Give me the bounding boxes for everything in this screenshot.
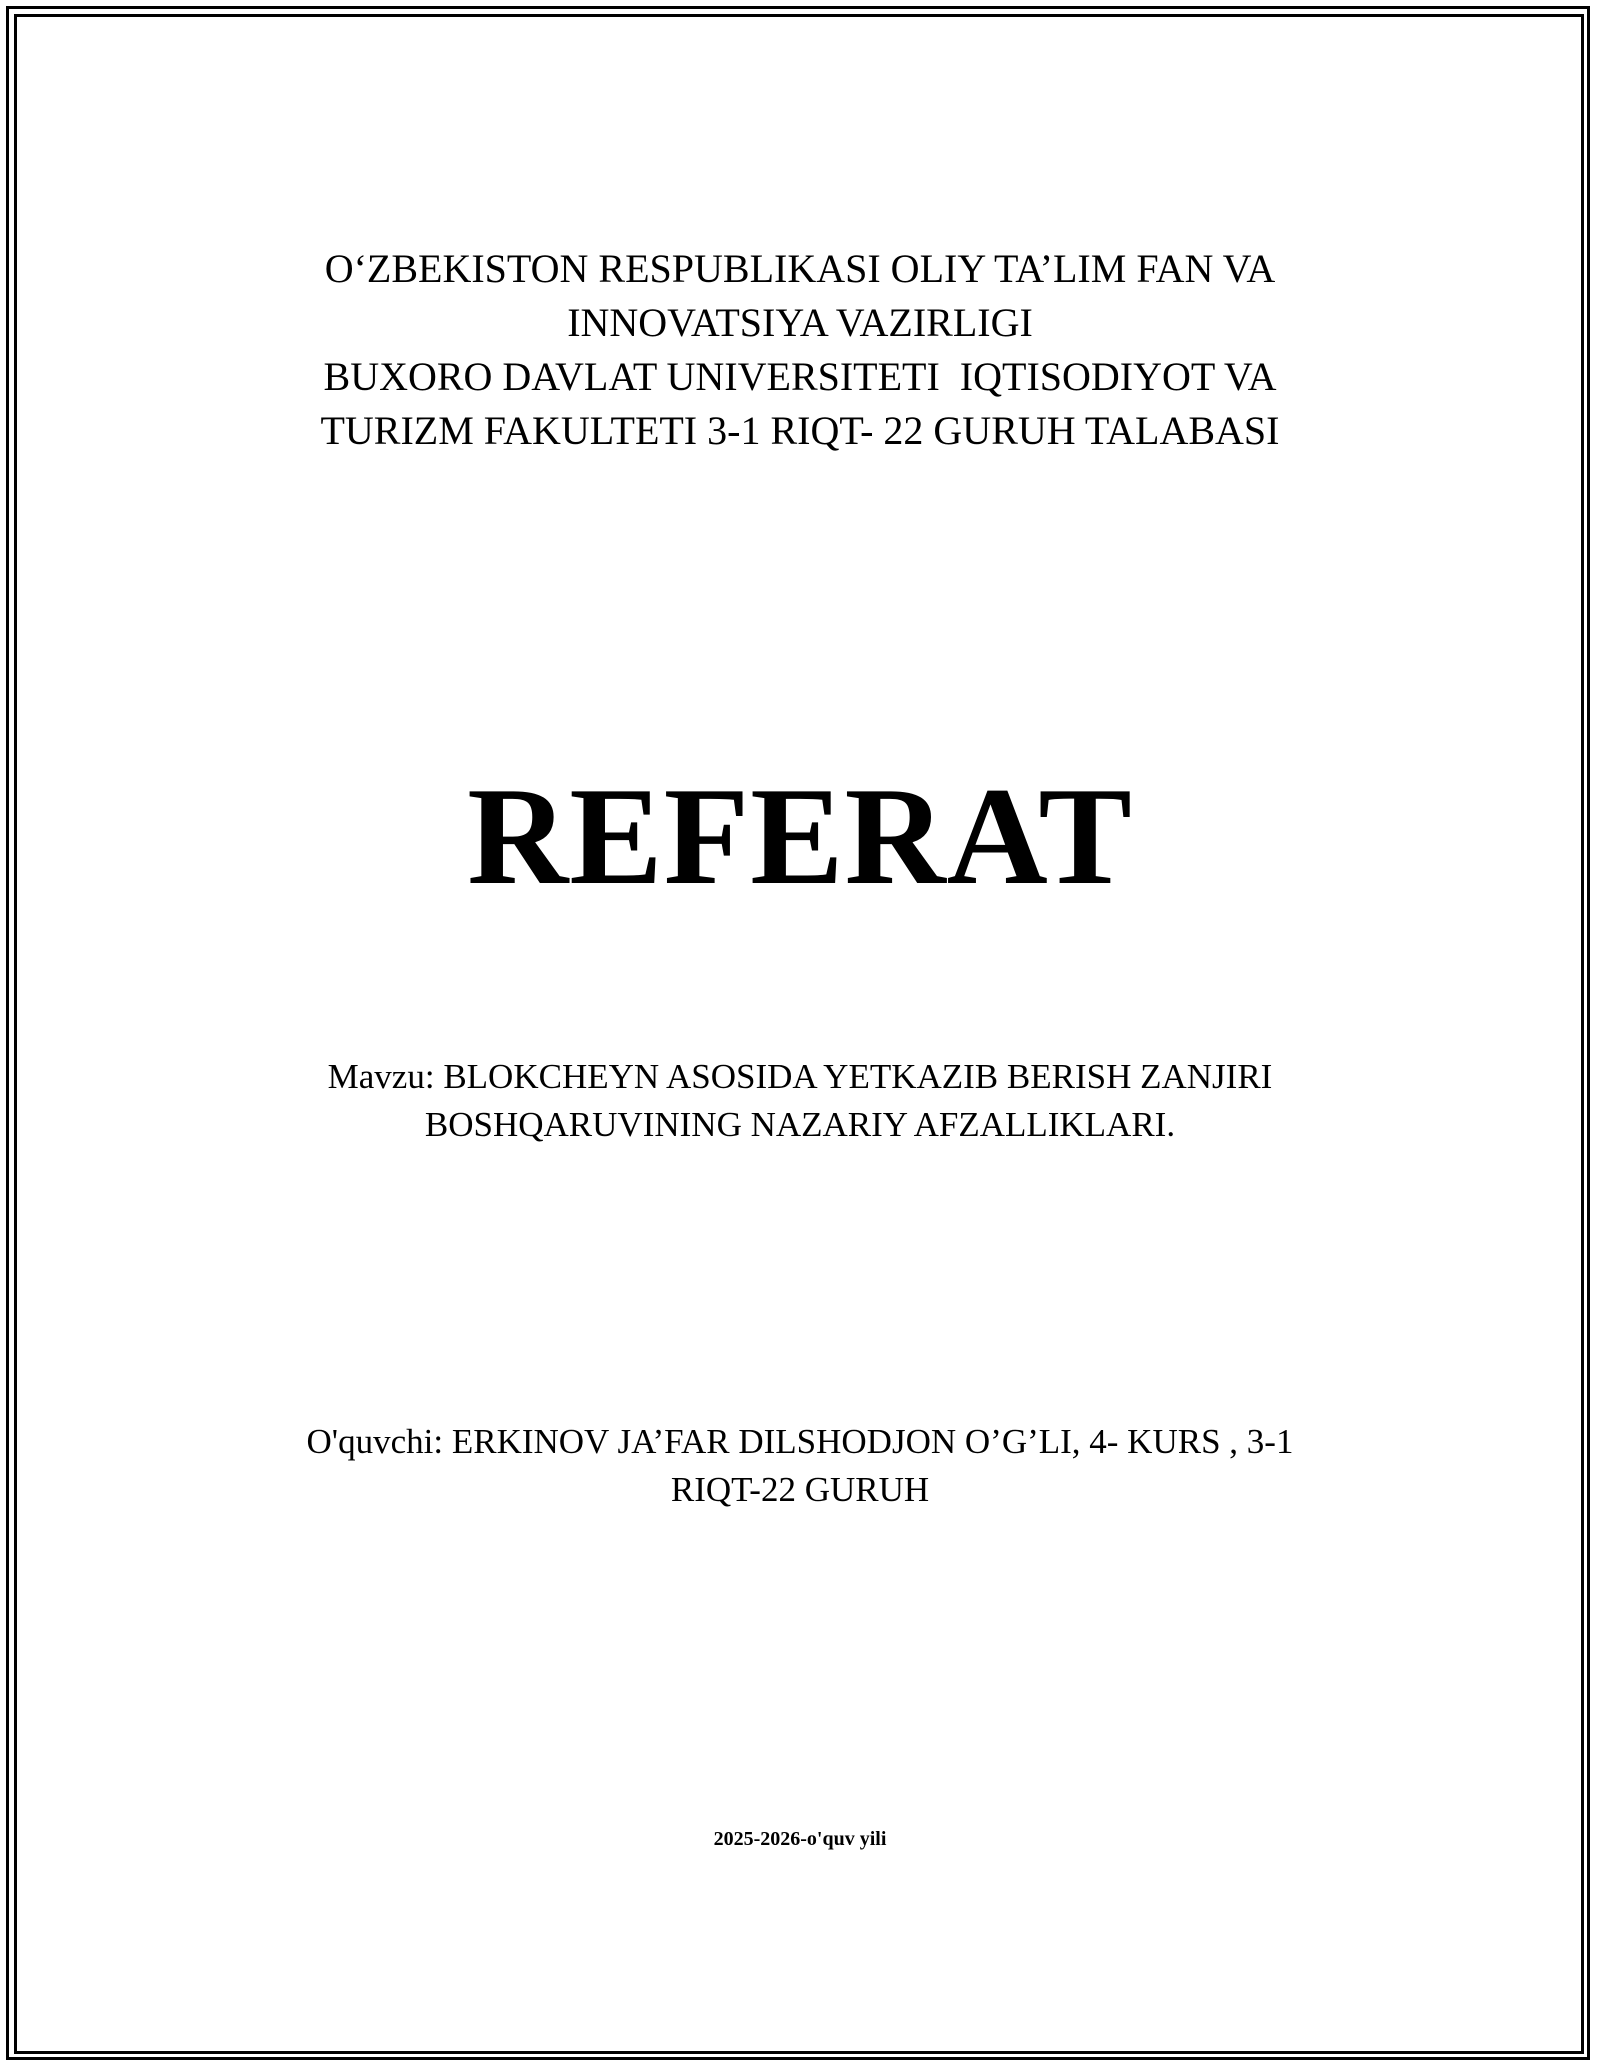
header-line: INNOVATSIYA VAZIRLIGI: [567, 300, 1033, 345]
student-line: O'quvchi: ERKINOV JA’FAR DILSHODJON O’G’LI, 4- KURS , 3-1: [306, 1422, 1294, 1461]
student-line: RIQT-22 GURUH: [670, 1470, 930, 1509]
document-title: REFERAT: [467, 759, 1133, 914]
institution-header: [0, 242, 1600, 458]
student-block: [0, 1418, 1600, 1514]
topic-block: [0, 1053, 1600, 1149]
header-line: TURIZM FAKULTETI 3-1 RIQT- 22 GURUH TALABASI: [320, 408, 1280, 453]
topic-line: BOSHQARUVINING NAZARIY AFZALLIKLARI.: [424, 1105, 1176, 1144]
academic-year: 2025-2026-o'quv yili: [713, 1828, 887, 1850]
header-line: BUXORO DAVLAT UNIVERSITETI IQTISODIYOT VA: [323, 354, 1277, 399]
header-line: O‘ZBEKISTON RESPUBLIKASI OLIY TA’LIM FAN VA: [324, 246, 1276, 291]
topic-line: Mavzu: BLOKCHEYN ASOSIDA YETKAZIB BERISH ZANJIRI: [327, 1057, 1273, 1096]
